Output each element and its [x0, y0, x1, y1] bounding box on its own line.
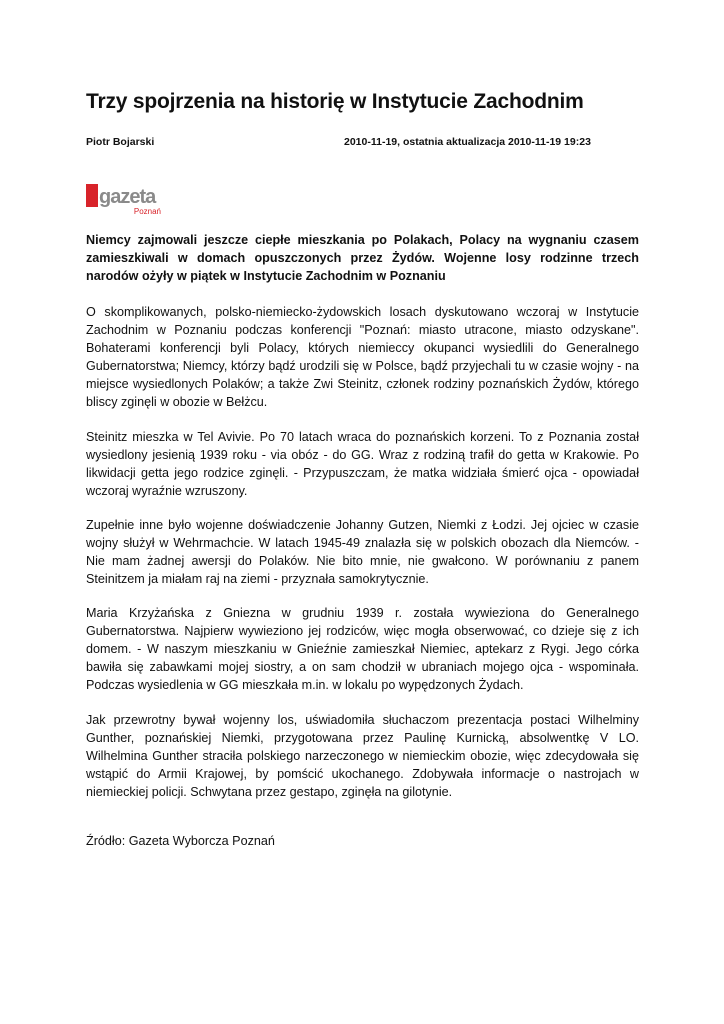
article-title: Trzy spojrzenia na historię w Instytucie Zachodnim [86, 90, 584, 113]
date-line: 2010-11-19, ostatnia aktualizacja 2010-11-19 19:23 [344, 136, 591, 148]
paragraph-5: Jak przewrotny bywał wojenny los, uświadomiła słuchaczom prezentacja postaci Wilhelminy Gunther, poznańskiej Niemki, przygotowana przez Paulinę Kurnicką, absolwentkę V LO. Wilhelmina Gunther straciła polskiego narzeczonego w niemieckim obozie, więc zdecydowała się wstąpić do Armii Krajowej, by pomścić ukochanego. Zdobywała informacje o nastrojach w niemieckiej policji. Schwytana przez gestapo, zginęła na gilotynie. [86, 713, 639, 799]
paragraph-4: Maria Krzyżańska z Gniezna w grudniu 1939 r. została wywieziona do Generalnego Gubernatorstwa. Najpierw wywieziono jej rodziców, więc mogła obserwować, co dzieje się z ich domem. - W naszym mieszkaniu w Gnieźnie zamieszkał Niemiec, aptekarz z Rygi. Jego córka bawiła się zabawkami mojej siostry, a on sam chodził w ubraniach mojego ojca - wspominała. Podczas wysiedlenia w GG mieszkała m.in. w lokalu po wypędzonych Żydach. [86, 606, 639, 692]
gazeta-logo [86, 181, 166, 217]
logo-brand-block [86, 184, 98, 207]
article-lead: Niemcy zajmowali jeszcze ciepłe mieszkania po Polakach, Polacy na wygnaniu czasem zamieszkiwali w domach opuszczonych przez Żydów. Wojenne losy rodzinne trzech narodów ożyły w piątek w Instytucie Zachodnim w Poznaniu [86, 233, 639, 283]
paragraph-3: Zupełnie inne było wojenne doświadczenie Johanny Gutzen, Niemki z Łodzi. Jej ojciec w czasie wojny służył w Wehrmachcie. W latach 1945-49 znalazła się w polskich obozach dla Niemców. - Nie mam żadnej awersji do Polaków. Nie bito mnie, nie gwałcono. W porównaniu z panem Steinitzem ja miałam raj na ziemi - przyznała samokrytycznie. [86, 518, 639, 586]
paragraph-2: Steinitz mieszka w Tel Avivie. Po 70 latach wraca do poznańskich korzeni. To z Poznania został wysiedlony jesienią 1939 roku - via obóz - do GG. Wraz z rodziną trafił do getta w Krakowie. Po likwidacji getta jego rodzice zginęli. - Przypuszczam, że matka widziała śmierć ojca - opowiadał wczoraj wyraźnie wzruszony. [86, 430, 639, 498]
paragraph-1: O skomplikowanych, polsko-niemiecko-żydowskich losach dyskutowano wczoraj w Instytucie Zachodnim w Poznaniu podczas konferencji "Poznań: miasto utracone, miasto odzyskane". Bohaterami konferencji byli Polacy, których niemieccy okupanci wysiedlili do Generalnego Gubernatorstwa; Niemcy, którzy bądź urodzili się w Polsce, bądź przyjechali tu w czasie wojny - na miejsce wysiedlonych Polaków; a także Zwi Steinitz, członek rodziny poznańskich Żydów, którego bliscy zginęli w obozie w Bełżcu. [86, 305, 639, 409]
author: Piotr Bojarski [86, 136, 155, 148]
source-line: Źródło: Gazeta Wyborcza Poznań [86, 834, 275, 848]
logo-name: gazeta [99, 186, 156, 208]
logo-city: Poznań [133, 207, 161, 216]
